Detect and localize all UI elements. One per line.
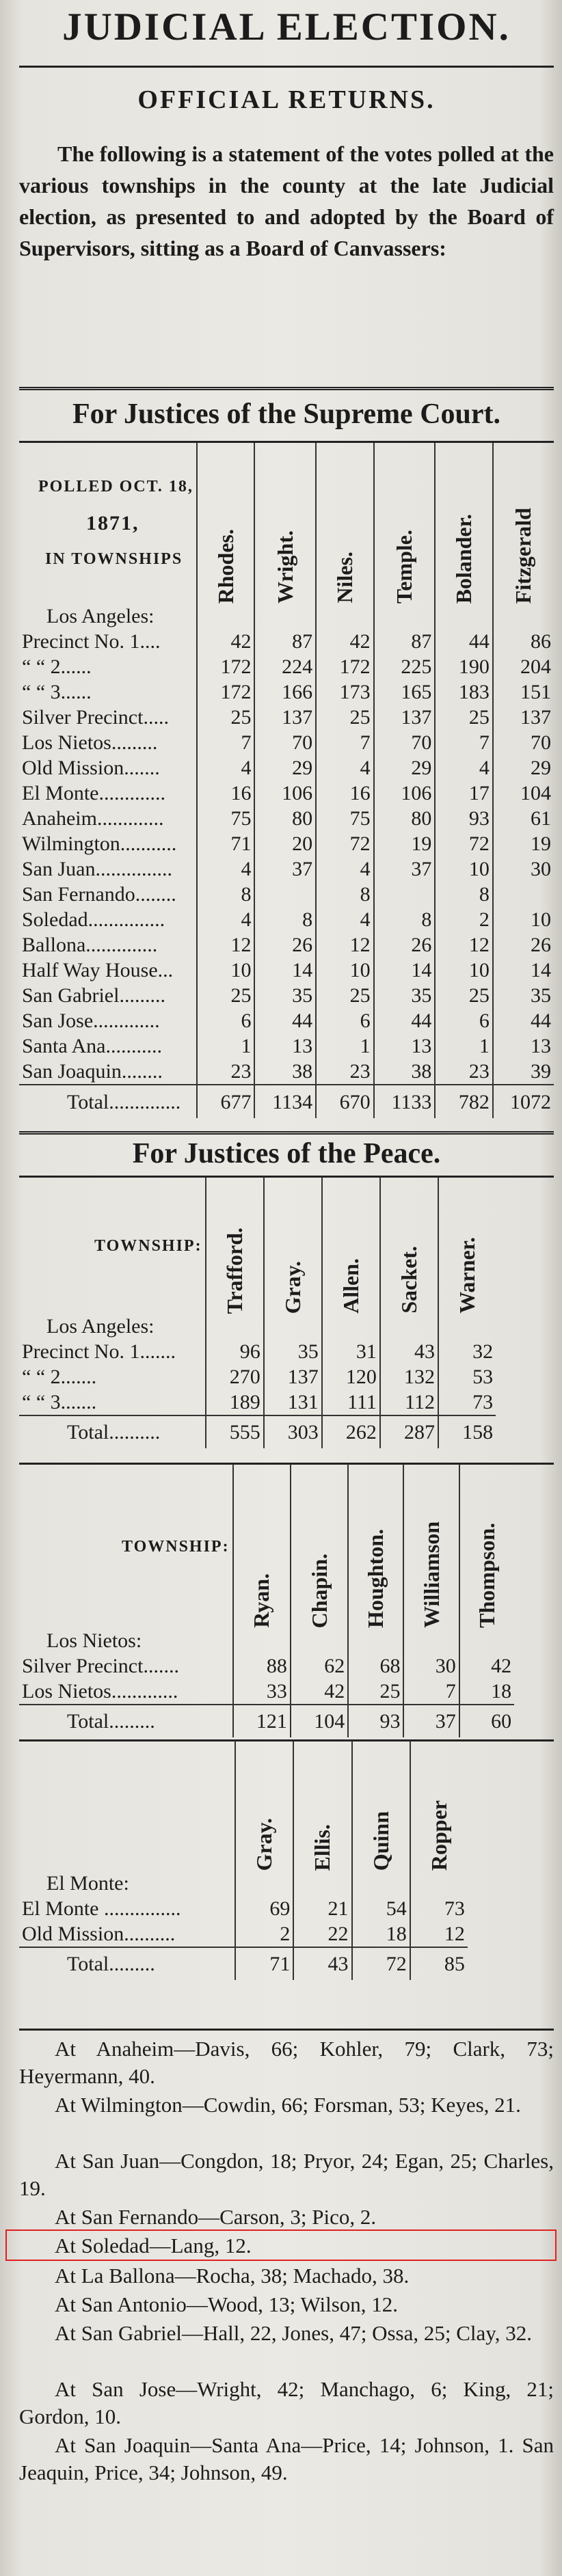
vote-count: 137 (254, 705, 316, 730)
vote-count: 42 (291, 1679, 348, 1705)
table-row (19, 1921, 554, 1947)
supreme-court-title: For Justices of the Supreme Court. (72, 398, 501, 430)
vote-count (438, 1314, 496, 1339)
result-paragraph: At San Antonio—Wood, 13; Wilson, 12. (55, 2292, 399, 2316)
column-header: Allen. (322, 1177, 380, 1314)
vote-count: 29 (493, 755, 554, 781)
township-name: Los Nietos............. (22, 1680, 178, 1703)
vote-count: 71 (197, 831, 255, 856)
vote-count: 87 (254, 629, 316, 654)
vote-count: 106 (374, 781, 436, 806)
vote-count: 44 (254, 1008, 316, 1033)
vote-count: 25 (435, 983, 493, 1008)
vote-count: 17 (435, 781, 493, 806)
table-row (19, 629, 554, 654)
vote-count: 18 (352, 1921, 410, 1947)
vote-count: 270 (206, 1364, 264, 1389)
article-column (19, 0, 554, 2576)
vote-count: 72 (352, 1947, 410, 1980)
table-row (19, 755, 554, 781)
vote-count: 12 (410, 1921, 468, 1947)
vote-count: 2 (435, 907, 493, 932)
vote-count: 12 (316, 932, 374, 958)
vote-count: 73 (410, 1896, 468, 1921)
divider (19, 2029, 554, 2031)
vote-count: 8 (197, 882, 255, 907)
table-row (19, 983, 554, 1008)
vote-count (206, 1314, 264, 1339)
vote-count: 12 (435, 932, 493, 958)
vote-count: 166 (254, 679, 316, 705)
township-name: Total......... (19, 1947, 235, 1980)
column-header: Gray. (264, 1177, 322, 1314)
highlight-box (5, 2229, 557, 2261)
vote-count: 13 (374, 1033, 436, 1059)
vote-count: 70 (254, 730, 316, 755)
justices-peace-title: For Justices of the Peace. (132, 1138, 441, 1169)
result-paragraph: At Anaheim—Davis, 66; Kohler, 79; Clark, 73; Heyermann, 40. (19, 2037, 554, 2088)
table-row (19, 1339, 554, 1364)
vote-count: 6 (197, 1008, 255, 1033)
vote-count: 75 (316, 806, 374, 831)
column-header: Quinn (352, 1741, 410, 1871)
vote-count: 14 (493, 958, 554, 983)
vote-count: 1134 (254, 1085, 316, 1118)
vote-count: 104 (291, 1705, 348, 1737)
column-header: Sacket. (380, 1177, 438, 1314)
vote-count: 86 (493, 629, 554, 654)
vote-count: 61 (493, 806, 554, 831)
vote-count: 31 (322, 1339, 380, 1364)
vote-count: 20 (254, 831, 316, 856)
column-header: Temple. (374, 443, 436, 604)
divider (19, 1131, 554, 1135)
vote-count: 18 (459, 1679, 514, 1705)
vote-count: 43 (293, 1947, 351, 1980)
vote-count: 7 (316, 730, 374, 755)
table-row (19, 1679, 554, 1705)
vote-count: 26 (374, 932, 436, 958)
vote-count (374, 882, 436, 907)
township-name: San Jose............. (22, 1009, 160, 1032)
vote-count: 87 (374, 629, 436, 654)
table-row (19, 1364, 554, 1389)
table-row (19, 907, 554, 932)
township-name: Precinct No. 1....... (22, 1340, 176, 1363)
vote-count (316, 604, 374, 629)
vote-count: 44 (493, 1008, 554, 1033)
vote-count: 37 (403, 1705, 459, 1737)
vote-count: 35 (254, 983, 316, 1008)
supreme-court-table (19, 443, 554, 1118)
result-paragraph: At San Fernando—Carson, 3; Pico, 2. (55, 2205, 377, 2229)
vote-count (348, 1628, 403, 1653)
column-header: Wright. (254, 443, 316, 604)
vote-count: 173 (316, 679, 374, 705)
result-paragraph: At San Jose—Wright, 42; Manchago, 6; King, 21; Gordon, 10. (19, 2377, 554, 2428)
vote-count: 44 (374, 1008, 436, 1033)
vote-count: 25 (316, 705, 374, 730)
vote-count: 69 (235, 1896, 293, 1921)
vote-count: 104 (493, 781, 554, 806)
table-row (19, 730, 554, 755)
vote-count: 8 (435, 882, 493, 907)
vote-count: 25 (348, 1679, 403, 1705)
vote-count (493, 604, 554, 629)
vote-count: 80 (254, 806, 316, 831)
vote-count: 73 (438, 1389, 496, 1415)
vote-count: 172 (316, 654, 374, 679)
column-header: Rhodes. (197, 443, 255, 604)
column-header: Warner. (438, 1177, 496, 1314)
vote-count (197, 604, 255, 629)
vote-count (435, 604, 493, 629)
total-row (19, 1947, 554, 1980)
column-header: Chapin. (291, 1464, 348, 1628)
township-name: Total.......... (19, 1415, 206, 1448)
township-name: Precinct No. 1.... (22, 630, 161, 653)
vote-count: 6 (435, 1008, 493, 1033)
township-name: “ “ 2....... (22, 1366, 97, 1388)
vote-count: 29 (374, 755, 436, 781)
vote-count (233, 1628, 291, 1653)
vote-count: 4 (435, 755, 493, 781)
vote-count: 72 (435, 831, 493, 856)
vote-count: 111 (322, 1389, 380, 1415)
vote-count: 21 (293, 1896, 351, 1921)
vote-count: 8 (254, 907, 316, 932)
table-row (19, 1653, 554, 1679)
divider (19, 387, 554, 390)
vote-count: 172 (197, 679, 255, 705)
vote-count: 35 (493, 983, 554, 1008)
vote-count: 23 (197, 1059, 255, 1085)
column-header: Ryan. (233, 1464, 291, 1628)
township-name: El Monte ............... (22, 1897, 181, 1920)
vote-count: 85 (410, 1947, 468, 1980)
township-name: Total......... (19, 1705, 233, 1737)
vote-count: 555 (206, 1415, 264, 1448)
vote-count: 38 (374, 1059, 436, 1085)
total-row (19, 1705, 554, 1737)
vote-count: 37 (374, 856, 436, 882)
township-name: El Monte............. (22, 782, 165, 804)
vote-count: 23 (435, 1059, 493, 1085)
vote-count: 13 (493, 1033, 554, 1059)
vote-count: 131 (264, 1389, 322, 1415)
vote-count (291, 1628, 348, 1653)
vote-count: 287 (380, 1415, 438, 1448)
vote-count: 1 (316, 1033, 374, 1059)
vote-count: 137 (493, 705, 554, 730)
township-name: Old Mission....... (22, 757, 160, 779)
vote-count: 190 (435, 654, 493, 679)
column-header: Houghton. (348, 1464, 403, 1628)
vote-count: 13 (254, 1033, 316, 1059)
vote-count: 70 (493, 730, 554, 755)
township-name: Santa Ana........... (22, 1035, 162, 1057)
vote-count: 30 (493, 856, 554, 882)
vote-count: 19 (374, 831, 436, 856)
vote-count: 10 (435, 856, 493, 882)
vote-count: 10 (197, 958, 255, 983)
vote-count: 44 (435, 629, 493, 654)
vote-count: 224 (254, 654, 316, 679)
vote-count (293, 1871, 351, 1896)
vote-count: 16 (197, 781, 255, 806)
table-row (19, 705, 554, 730)
table-row (19, 1314, 554, 1339)
table-row (19, 831, 554, 856)
vote-count: 172 (197, 654, 255, 679)
column-header: Gray. (235, 1741, 293, 1871)
column-header: Thompson. (459, 1464, 514, 1628)
table-row (19, 1008, 554, 1033)
township-name: San Fernando........ (22, 883, 176, 906)
vote-count: 26 (254, 932, 316, 958)
vote-count: 75 (197, 806, 255, 831)
table-row (19, 1896, 554, 1921)
table-row (19, 1871, 554, 1896)
vote-count: 303 (264, 1415, 322, 1448)
vote-count: 53 (438, 1364, 496, 1389)
result-paragraph-highlighted: At Soledad—Lang, 12. (55, 2234, 252, 2258)
table-row (19, 856, 554, 882)
divider (19, 66, 554, 68)
vote-count: 19 (493, 831, 554, 856)
column-header: Fitzgerald (493, 443, 554, 604)
vote-count: 43 (380, 1339, 438, 1364)
column-header: Williamson (403, 1464, 459, 1628)
vote-count: 151 (493, 679, 554, 705)
vote-count: 80 (374, 806, 436, 831)
township-name: San Joaquin........ (22, 1060, 163, 1083)
vote-count: 70 (374, 730, 436, 755)
vote-count: 38 (254, 1059, 316, 1085)
vote-count (235, 1871, 293, 1896)
township-name: Ballona.............. (22, 934, 158, 956)
vote-count (374, 604, 436, 629)
vote-count: 93 (435, 806, 493, 831)
township-name: Los Angeles: (46, 605, 155, 627)
column-header: Trafford. (206, 1177, 264, 1314)
township-name: Los Nietos: (46, 1629, 142, 1652)
vote-count: 35 (264, 1339, 322, 1364)
township-name: Silver Precinct....... (22, 1655, 179, 1677)
total-row (19, 1415, 554, 1448)
township-name: “ “ 3....... (22, 1391, 97, 1413)
vote-count: 10 (435, 958, 493, 983)
vote-count (493, 882, 554, 907)
township-name: Silver Precinct..... (22, 706, 169, 729)
township-name: San Juan............... (22, 858, 172, 880)
township-name: Total.............. (19, 1085, 197, 1118)
result-paragraph: At Wilmington—Cowdin, 66; Forsman, 53; Keyes, 21. (55, 2093, 521, 2117)
result-paragraph: At San Juan—Congdon, 18; Pryor, 24; Egan, 25; Charles, 19. (19, 2149, 554, 2200)
township-name: Soledad............... (22, 908, 165, 931)
vote-count: 22 (293, 1921, 351, 1947)
vote-count: 4 (316, 856, 374, 882)
vote-count: 10 (493, 907, 554, 932)
vote-count (322, 1314, 380, 1339)
vote-count (459, 1628, 514, 1653)
vote-count: 8 (316, 882, 374, 907)
vote-count: 30 (403, 1653, 459, 1679)
vote-count: 1 (197, 1033, 255, 1059)
vote-count: 32 (438, 1339, 496, 1364)
vote-count (380, 1314, 438, 1339)
vote-count: 88 (233, 1653, 291, 1679)
vote-count: 7 (197, 730, 255, 755)
table-row (19, 1628, 554, 1653)
vote-count: 12 (197, 932, 255, 958)
vote-count: 14 (374, 958, 436, 983)
table-corner: POLLED OCT. 18, 1871, IN TOWNSHIPS (38, 478, 193, 568)
vote-count: 29 (254, 755, 316, 781)
vote-count (352, 1871, 410, 1896)
township-name: Half Way House... (22, 959, 174, 981)
column-header: Bolander. (435, 443, 493, 604)
table-row (19, 1389, 554, 1415)
subheadline: OFFICIAL RETURNS. (137, 85, 436, 114)
table-row (19, 882, 554, 907)
vote-count: 68 (348, 1653, 403, 1679)
township-name: San Gabriel......... (22, 984, 165, 1007)
headline: JUDICIAL ELECTION. (62, 5, 511, 49)
column-header: Ellis. (293, 1741, 351, 1871)
table-row (19, 679, 554, 705)
vote-count: 62 (291, 1653, 348, 1679)
result-paragraph: At La Ballona—Rocha, 38; Machado, 38. (55, 2264, 410, 2288)
vote-count: 10 (316, 958, 374, 983)
vote-count: 2 (235, 1921, 293, 1947)
vote-count: 4 (197, 856, 255, 882)
vote-count: 158 (438, 1415, 496, 1448)
vote-count (403, 1628, 459, 1653)
peace-table-el-monte (19, 1741, 554, 1980)
township-name: Los Nietos......... (22, 731, 158, 754)
township-name: Anaheim............. (22, 807, 164, 830)
vote-count: 26 (493, 932, 554, 958)
vote-count: 72 (316, 831, 374, 856)
table-corner: TOWNSHIP: (122, 1538, 230, 1556)
vote-count: 165 (374, 679, 436, 705)
table-corner (19, 1741, 235, 1871)
vote-count: 25 (435, 705, 493, 730)
column-header: Niles. (316, 443, 374, 604)
vote-count: 42 (197, 629, 255, 654)
vote-count: 670 (316, 1085, 374, 1118)
vote-count: 1133 (374, 1085, 436, 1118)
table-row (19, 958, 554, 983)
vote-count: 25 (316, 983, 374, 1008)
vote-count: 8 (374, 907, 436, 932)
vote-count: 1 (435, 1033, 493, 1059)
table-row (19, 1059, 554, 1085)
vote-count (410, 1871, 468, 1896)
intro-paragraph: The following is a statement of the votes polled at the various townships in the county at the late Judicial election, as presented to and adopted by the Board of Supervisors, sitting as a Board of Canvassers: (19, 141, 554, 260)
vote-count: 225 (374, 654, 436, 679)
result-paragraph: At San Gabriel—Hall, 22, Jones, 47; Ossa, 25; Clay, 32. (55, 2321, 532, 2345)
township-name: El Monte: (46, 1872, 129, 1895)
vote-count: 262 (322, 1415, 380, 1448)
vote-count: 96 (206, 1339, 264, 1364)
vote-count: 106 (254, 781, 316, 806)
vote-count (254, 882, 316, 907)
peace-table-los-angeles (19, 1177, 554, 1448)
vote-count: 16 (316, 781, 374, 806)
table-row (19, 604, 554, 629)
vote-count: 121 (233, 1705, 291, 1737)
vote-count: 54 (352, 1896, 410, 1921)
township-name: Wilmington........... (22, 832, 177, 855)
vote-count: 120 (322, 1364, 380, 1389)
vote-count: 60 (459, 1705, 514, 1737)
township-name: Los Angeles: (46, 1315, 155, 1338)
peace-table-los-nietos (19, 1464, 554, 1737)
vote-count: 112 (380, 1389, 438, 1415)
vote-count: 7 (435, 730, 493, 755)
table-row (19, 806, 554, 831)
vote-count: 782 (435, 1085, 493, 1118)
vote-count: 1072 (493, 1085, 554, 1118)
vote-count: 37 (254, 856, 316, 882)
table-row (19, 1033, 554, 1059)
township-name: Old Mission.......... (22, 1923, 176, 1945)
vote-count: 42 (459, 1653, 514, 1679)
township-name: “ “ 2...... (22, 655, 92, 678)
vote-count: 4 (316, 907, 374, 932)
table-corner: TOWNSHIP: (94, 1237, 202, 1255)
vote-count: 677 (197, 1085, 255, 1118)
vote-count: 204 (493, 654, 554, 679)
vote-count: 14 (254, 958, 316, 983)
vote-count: 25 (197, 983, 255, 1008)
vote-count: 7 (403, 1679, 459, 1705)
result-paragraph: At San Joaquin—Santa Ana—Price, 14; Johnson, 1. San Jeaquin, Price, 34; Johnson, 49. (19, 2433, 554, 2484)
vote-count: 4 (197, 755, 255, 781)
table-row (19, 654, 554, 679)
vote-count: 93 (348, 1705, 403, 1737)
vote-count: 137 (264, 1364, 322, 1389)
column-header: Ropper (410, 1741, 468, 1871)
vote-count: 6 (316, 1008, 374, 1033)
table-row (19, 781, 554, 806)
total-row (19, 1085, 554, 1118)
table-row (19, 932, 554, 958)
vote-count: 183 (435, 679, 493, 705)
vote-count (264, 1314, 322, 1339)
vote-count: 4 (197, 907, 255, 932)
vote-count: 189 (206, 1389, 264, 1415)
township-name: “ “ 3...... (22, 681, 92, 703)
vote-count: 23 (316, 1059, 374, 1085)
vote-count: 33 (233, 1679, 291, 1705)
vote-count (254, 604, 316, 629)
vote-count: 132 (380, 1364, 438, 1389)
vote-count: 25 (197, 705, 255, 730)
vote-count: 137 (374, 705, 436, 730)
vote-count: 42 (316, 629, 374, 654)
vote-count: 4 (316, 755, 374, 781)
vote-count: 35 (374, 983, 436, 1008)
vote-count: 71 (235, 1947, 293, 1980)
vote-count: 39 (493, 1059, 554, 1085)
